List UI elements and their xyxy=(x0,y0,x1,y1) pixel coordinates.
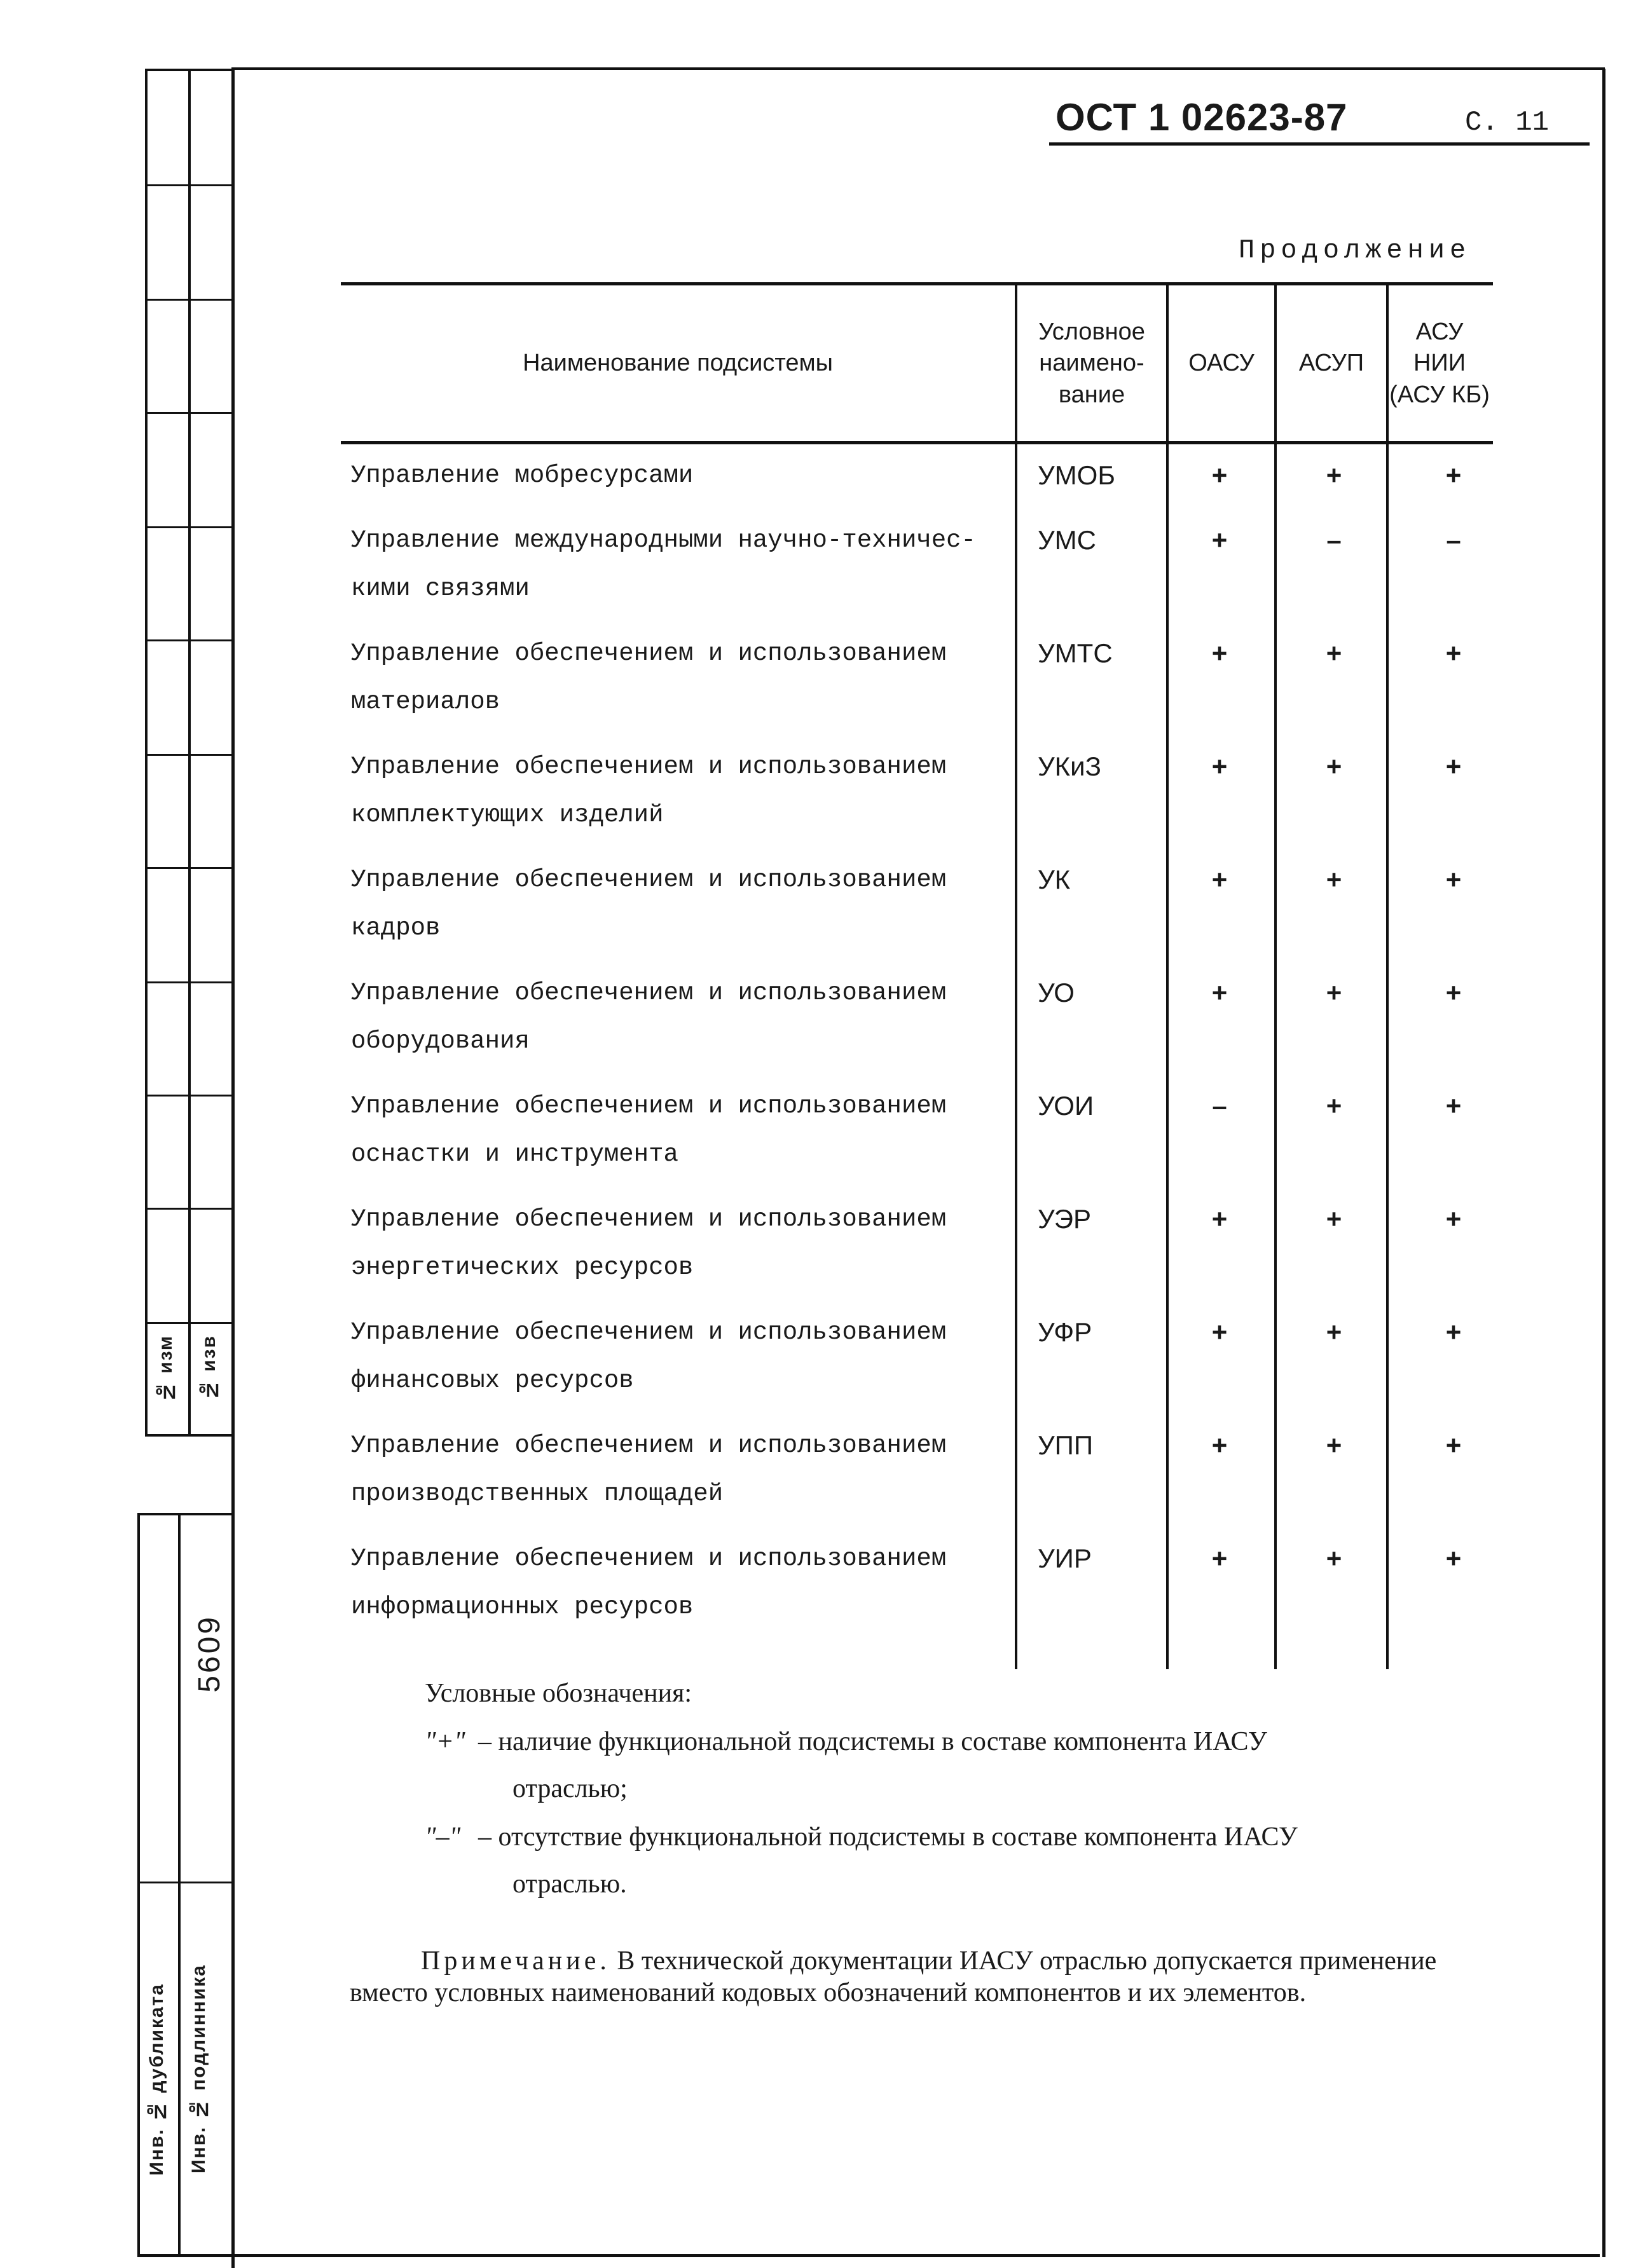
row-8-code: УЭР xyxy=(1038,1204,1091,1234)
header-asup: АСУП xyxy=(1298,350,1365,377)
note xyxy=(350,1945,1469,2009)
row-2-code: УМС xyxy=(1038,525,1096,555)
header-code: Условное наимено-вание xyxy=(1038,318,1145,408)
row-10-name: Управление обеспечением и использованием производственных площадей xyxy=(351,1431,947,1508)
inv-original-label: Инв. № подлинника xyxy=(188,1964,209,2174)
row-5-oasu-mark: + xyxy=(1211,864,1228,894)
header-asunii: АСУ НИИ (АСУ КБ) xyxy=(1389,318,1490,408)
header-oasu: ОАСУ xyxy=(1188,350,1255,377)
row-10-asunii-mark: + xyxy=(1445,1430,1462,1460)
row-7-name: Управление обеспечением и использованием оснастки и инструмента xyxy=(351,1092,947,1168)
row-7-asup-mark: + xyxy=(1326,1091,1342,1121)
row-11-oasu-mark: + xyxy=(1211,1543,1228,1573)
document-code: ОСТ 1 02623-87 xyxy=(1055,96,1348,139)
top-border xyxy=(231,67,1605,70)
row-5-code: УК xyxy=(1038,864,1071,894)
legend-plus-text-2: отраслью; xyxy=(512,1774,628,1803)
row-3-asunii-mark: + xyxy=(1445,638,1462,668)
row-6-oasu-mark: + xyxy=(1211,978,1228,1008)
right-border xyxy=(1602,69,1605,2257)
row-5-asunii-mark: + xyxy=(1445,864,1462,894)
legend-minus-text: – отсутствие функциональной подсистемы в составе компонента ИАСУ xyxy=(478,1822,1298,1852)
note-lead: Примечание. xyxy=(421,1946,610,1976)
row-2-asup-mark: – xyxy=(1326,525,1342,555)
legend-plus-mark: "+" xyxy=(425,1727,465,1756)
row-3-name: Управление обеспечением и использованием материалов xyxy=(351,639,947,716)
row-7-oasu-mark: – xyxy=(1212,1091,1227,1121)
row-1-asup-mark: + xyxy=(1326,460,1342,490)
row-6-asunii-mark: + xyxy=(1445,978,1462,1008)
row-10-asup-mark: + xyxy=(1326,1430,1342,1460)
legend-minus-text-2: отраслью. xyxy=(512,1869,627,1899)
row-9-oasu-mark: + xyxy=(1211,1317,1228,1347)
row-4-asunii-mark: + xyxy=(1445,751,1462,781)
row-10-oasu-mark: + xyxy=(1211,1430,1228,1460)
row-7-code: УОИ xyxy=(1038,1091,1094,1121)
row-6-asup-mark: + xyxy=(1326,978,1342,1008)
row-1-name: Управление мобресурсами xyxy=(351,461,694,489)
row-2-name: Управление международными научно-техничес- кими связями xyxy=(351,526,976,603)
row-5-asup-mark: + xyxy=(1326,864,1342,894)
note-text: В технической документации ИАСУ отраслью допускается применение вместо условных наименований кодовых обозначений компонентов и их элементов. xyxy=(350,1946,1437,2007)
no-izm-label: № изм xyxy=(155,1335,176,1403)
row-4-oasu-mark: + xyxy=(1211,751,1228,781)
legend-plus-text: – наличие функциональной подсистемы в составе компонента ИАСУ xyxy=(478,1727,1267,1756)
row-4-asup-mark: + xyxy=(1326,751,1342,781)
row-4-name: Управление обеспечением и использованием комплектующих изделий xyxy=(351,753,947,829)
no-izv-label: № изв xyxy=(198,1335,219,1401)
inventory-number: 5609 xyxy=(193,1615,226,1693)
row-1-code: УМОБ xyxy=(1038,460,1115,490)
row-11-asunii-mark: + xyxy=(1445,1543,1462,1573)
row-9-asunii-mark: + xyxy=(1445,1317,1462,1347)
header-name: Наименование подсистемы xyxy=(523,350,833,377)
legend-title: Условные обозначения: xyxy=(425,1679,692,1708)
row-6-code: УО xyxy=(1038,978,1075,1008)
header-rule xyxy=(1049,142,1590,146)
row-8-asup-mark: + xyxy=(1326,1204,1342,1234)
row-8-name: Управление обеспечением и использованием энергетических ресурсов xyxy=(351,1205,947,1281)
row-3-code: УМТС xyxy=(1038,638,1113,668)
legend-minus-mark: "–" xyxy=(425,1822,461,1852)
row-2-asunii-mark: – xyxy=(1446,525,1461,555)
row-11-code: УИР xyxy=(1038,1543,1092,1573)
row-1-asunii-mark: + xyxy=(1445,460,1462,490)
row-4-code: УКиЗ xyxy=(1038,751,1101,781)
row-9-code: УФР xyxy=(1038,1317,1092,1347)
inv-duplicate-label: Инв. № дубликата xyxy=(146,1983,167,2176)
row-2-oasu-mark: + xyxy=(1211,525,1228,555)
row-9-asup-mark: + xyxy=(1326,1317,1342,1347)
row-3-asup-mark: + xyxy=(1326,638,1342,668)
continuation-label: Продолжение xyxy=(1239,235,1471,266)
row-9-name: Управление обеспечением и использованием финансовых ресурсов xyxy=(351,1318,947,1395)
row-3-oasu-mark: + xyxy=(1211,638,1228,668)
row-11-asup-mark: + xyxy=(1326,1543,1342,1573)
row-10-code: УПП xyxy=(1038,1430,1094,1460)
row-8-oasu-mark: + xyxy=(1211,1204,1228,1234)
row-11-name: Управление обеспечением и использованием информационных ресурсов xyxy=(351,1545,947,1621)
page-number: С. 11 xyxy=(1465,107,1550,139)
row-1-oasu-mark: + xyxy=(1211,460,1228,490)
row-5-name: Управление обеспечением и использованием кадров xyxy=(351,866,947,942)
row-8-asunii-mark: + xyxy=(1445,1204,1462,1234)
row-6-name: Управление обеспечением и использованием оборудования xyxy=(351,979,947,1055)
row-7-asunii-mark: + xyxy=(1445,1091,1462,1121)
